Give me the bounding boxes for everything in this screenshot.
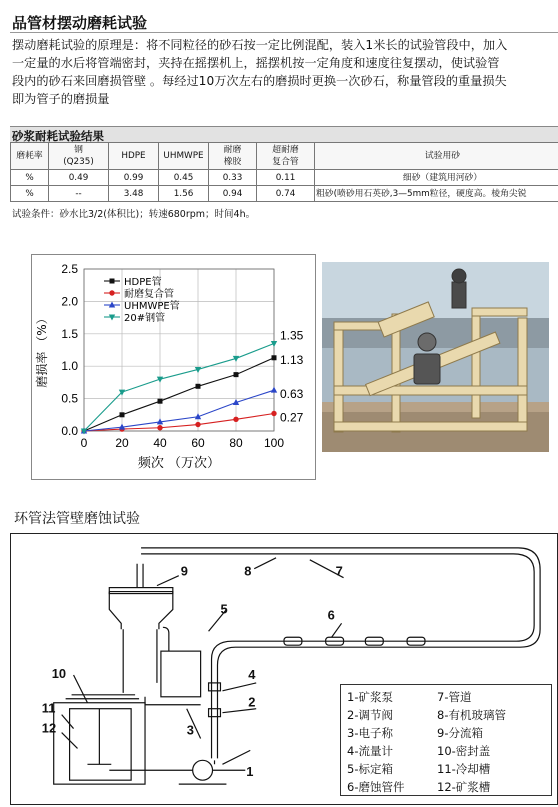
callout-label: 7 [335, 563, 343, 579]
table-cell: 细砂（建筑用河砂） [315, 170, 558, 186]
data-label: 1.35 [280, 328, 304, 343]
wear-rate-chart [31, 254, 316, 480]
col-header: HDPE [109, 143, 159, 170]
table-cell: 粗砂(喷砂用石英砂,3—5mm粒径，硬度高。棱角尖锐 [315, 186, 558, 202]
series-line [84, 390, 274, 431]
paragraph-line: 即为管子的磨损量 [12, 92, 110, 106]
data-point [271, 411, 276, 416]
table-cell: 0.45 [159, 170, 209, 186]
legend-item: 11-冷却槽 [437, 762, 491, 776]
legend-item: 7-管道 [437, 690, 472, 704]
section-title-loop-pipe: 环管法管壁磨蚀试验 [14, 511, 140, 527]
paragraph-line: 摆动磨耗试验的原理是：将不同粒径的砂石按一定比例混配，装入1米长的试验管段中，加入 [12, 38, 508, 52]
y-axis-label: 磨损率 （%） [35, 312, 49, 388]
paragraph-line: 一定量的水后将管端密封，夹持在摇摆机上，摇摆机按一定角度和速度往复摆动，使试验管 [12, 56, 500, 70]
data-label: 0.27 [280, 410, 304, 425]
callout-label: 4 [248, 666, 256, 682]
data-point [157, 425, 162, 430]
data-label: 0.63 [280, 387, 304, 402]
series-line [84, 358, 274, 431]
legend-label: 耐磨复合管 [124, 289, 174, 300]
legend-label: HDPE管 [124, 277, 162, 288]
legend-label: 20#钢管 [124, 313, 166, 324]
callout-label: 2 [248, 694, 256, 710]
data-point [120, 412, 125, 417]
table-cell: 1.56 [159, 186, 209, 202]
x-tick-label: 20 [115, 436, 129, 450]
x-tick-label: 40 [153, 436, 167, 450]
data-point [158, 399, 163, 404]
callout-label: 5 [220, 601, 228, 617]
intro-paragraph [12, 36, 558, 108]
data-point [195, 422, 200, 427]
callout-label: 11 [41, 700, 56, 716]
data-point [234, 372, 239, 377]
table-row [11, 186, 558, 202]
table-cell: 0.99 [109, 170, 159, 186]
callout-label: 10 [51, 665, 67, 681]
data-point [233, 417, 238, 422]
callout-label: 9 [180, 563, 188, 579]
x-tick-label: 80 [229, 436, 243, 450]
y-tick-label: 1.0 [61, 359, 78, 374]
legend-item: 1-矿浆泵 [347, 690, 393, 704]
data-point [271, 387, 277, 393]
col-header: UHMWPE [159, 143, 209, 170]
y-tick-label: 2.5 [61, 262, 78, 276]
col-header: 磨耗率 [11, 143, 49, 170]
table-title-bar [10, 126, 558, 142]
y-tick-label: 0.0 [61, 424, 78, 438]
section-title-swing-wear: 品管材摆动磨耗试验 [12, 14, 148, 32]
legend-item: 12-矿浆槽 [437, 780, 491, 794]
y-tick-label: 0.5 [61, 391, 78, 406]
table-cell: 0.74 [257, 186, 315, 202]
data-point [196, 384, 201, 389]
table-header-row [11, 143, 558, 170]
legend-item: 2-调节阀 [347, 708, 393, 722]
legend-column-left [347, 688, 404, 796]
y-tick-label: 2.0 [61, 294, 78, 309]
table-cell: -- [49, 186, 109, 202]
table-title: 砂浆耐耗试验结果 [12, 129, 104, 143]
table-cell: % [11, 186, 49, 202]
chart-svg [32, 255, 315, 479]
table-cell: 0.94 [209, 186, 257, 202]
y-tick-label: 1.5 [61, 326, 78, 341]
test-conditions: 试验条件：砂水比3/2(体积比)；转速680rpm；时间4h。 [12, 209, 256, 220]
legend-item: 3-电子称 [347, 726, 393, 740]
paragraph-line: 段内的砂石来回磨损管壁 。每经过10万次左右的磨损时更换一次砂石，称量管段的重量损失 [12, 74, 507, 88]
data-point [109, 290, 114, 295]
data-point [272, 355, 277, 360]
table-row [11, 170, 558, 186]
x-tick-label: 100 [263, 436, 285, 450]
table-cell: 0.11 [257, 170, 315, 186]
callout-label: 1 [246, 764, 254, 780]
col-header: 钢 (Q235) [49, 143, 109, 170]
legend-item: 6-磨蚀管件 [347, 780, 405, 794]
col-header: 耐磨 橡胶 [209, 143, 257, 170]
diagram-legend [340, 684, 552, 796]
legend-item: 10-密封盖 [437, 744, 491, 758]
data-point [110, 279, 115, 284]
col-header: 超耐磨 复合管 [257, 143, 315, 170]
title-divider [10, 32, 558, 33]
legend-item: 9-分流箱 [437, 726, 483, 740]
legend-item: 4-流量计 [347, 744, 393, 758]
swing-machine-photo [322, 262, 549, 452]
results-table [10, 142, 558, 202]
callout-label: 3 [186, 722, 194, 738]
table-cell: 0.49 [49, 170, 109, 186]
table-cell: 0.33 [209, 170, 257, 186]
legend-item: 5-标定箱 [347, 762, 393, 776]
legend-column-right [437, 688, 506, 796]
legend-label: UHMWPE管 [124, 301, 180, 312]
callout-label: 6 [327, 607, 335, 623]
x-axis-label: 频次 （万次） [137, 456, 221, 471]
table-cell: % [11, 170, 49, 186]
legend-item: 8-有机玻璃管 [437, 708, 506, 722]
data-label: 1.13 [280, 352, 304, 367]
callout-label: 8 [244, 563, 252, 579]
x-tick-label: 60 [191, 436, 205, 450]
callout-label: 12 [41, 720, 57, 736]
table-cell: 3.48 [109, 186, 159, 202]
col-header: 试验用砂 [315, 143, 558, 170]
x-tick-label: 0 [80, 436, 88, 450]
